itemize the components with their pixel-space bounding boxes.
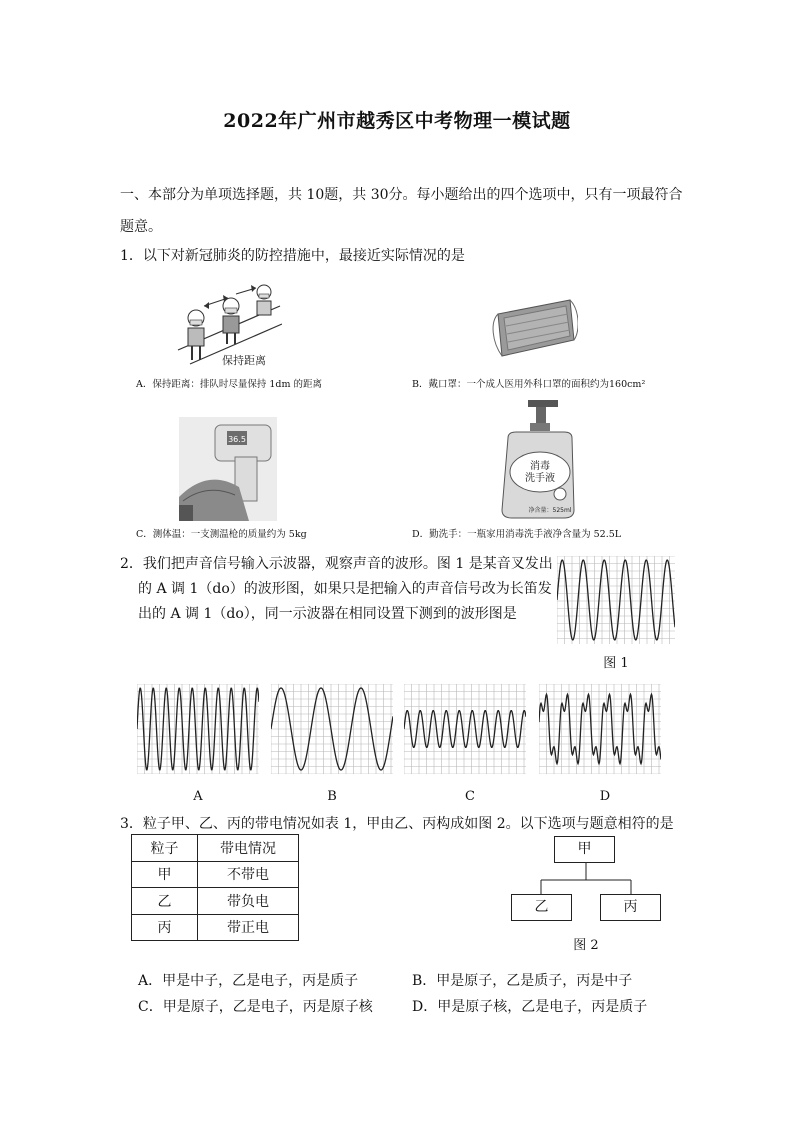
q1-option-a: A．保持距离：排队时尽量保持 1dm 的距离 [136,379,323,390]
table-cell: 不带电 [198,861,299,888]
particle-table [131,834,299,941]
table-cell: 带正电 [198,914,299,941]
q1-option-d: D．勤洗手：一瓶家用消毒洗手液净含量为 52.5L [412,529,622,540]
diagram-node-bing: 丙 [600,894,661,921]
section-heading-line2: 题意。 [120,219,162,235]
q2-line1: 2．我们把声音信号输入示波器，观察声音的波形。图 1 是某音叉发出 [120,556,553,572]
q3-option-d: D．甲是原子核，乙是电子，丙是质子 [412,999,648,1015]
oscilloscope-option-c [404,684,526,774]
bottle-volume: 净含量：525ml [528,507,572,514]
hand-sanitizer-image [498,398,582,520]
q3-option-a: A．甲是中子，乙是电子，丙是质子 [138,973,359,989]
figure-1-label: 图 1 [603,656,629,671]
diagram-node-jia: 甲 [554,836,615,863]
keep-distance-image [176,276,282,368]
q2-option-a-label: A [193,789,203,804]
thermometer-reading: 36.5 [228,435,246,444]
table-row [132,861,299,888]
oscilloscope-figure-1 [557,556,675,644]
mask-image [490,292,578,364]
q2-line2: 的 A 调 1（do）的波形图，如果只是把输入的声音信号改为长笛发 [138,581,552,597]
q3-option-b: B．甲是原子，乙是质子，丙是中子 [412,973,633,989]
diagram-node-yi: 乙 [511,894,572,921]
table-header: 粒子 [132,835,198,862]
page-title: 2022年广州市越秀区中考物理一模试题 [223,110,571,132]
q1-option-c: C．测体温：一支测温枪的质量约为 5kg [136,529,307,540]
keep-distance-sign: 保持距离 [222,354,266,367]
q1-stem: 1．以下对新冠肺炎的防控措施中，最接近实际情况的是 [120,248,465,264]
oscilloscope-option-d [539,684,661,774]
q2-line3: 出的 A 调 1（do），同一示波器在相同设置下测到的波形图是 [138,606,517,622]
thermometer-gun-image [179,417,277,521]
table-cell: 乙 [132,888,198,915]
figure-2-label: 图 2 [573,938,599,953]
table-cell: 带负电 [198,888,299,915]
table-row [132,888,299,915]
oscilloscope-option-b [271,684,393,774]
table-row [132,914,299,941]
q2-option-c-label: C [465,789,475,804]
svg-text:消毒: 消毒 [530,461,550,472]
table-cell: 甲 [132,861,198,888]
table-header-row [132,835,299,862]
q3-option-c: C．甲是原子，乙是电子，丙是原子核 [138,999,373,1015]
q1-option-b: B．戴口罩：一个成人医用外科口罩的面积约为160cm² [412,379,646,390]
table-cell: 丙 [132,914,198,941]
oscilloscope-option-a [137,684,259,774]
section-heading-line1: 一、本部分为单项选择题，共 10题，共 30分。每小题给出的四个选项中，只有一项最符合 [120,187,683,203]
q2-option-d-label: D [599,789,611,804]
svg-text:洗手液: 洗手液 [525,473,555,484]
q2-option-b-label: B [327,789,337,804]
table-header: 带电情况 [198,835,299,862]
q3-stem: 3．粒子甲、乙、丙的带电情况如表 1，甲由乙、丙构成如图 2。以下选项与题意相符的是 [120,816,674,832]
